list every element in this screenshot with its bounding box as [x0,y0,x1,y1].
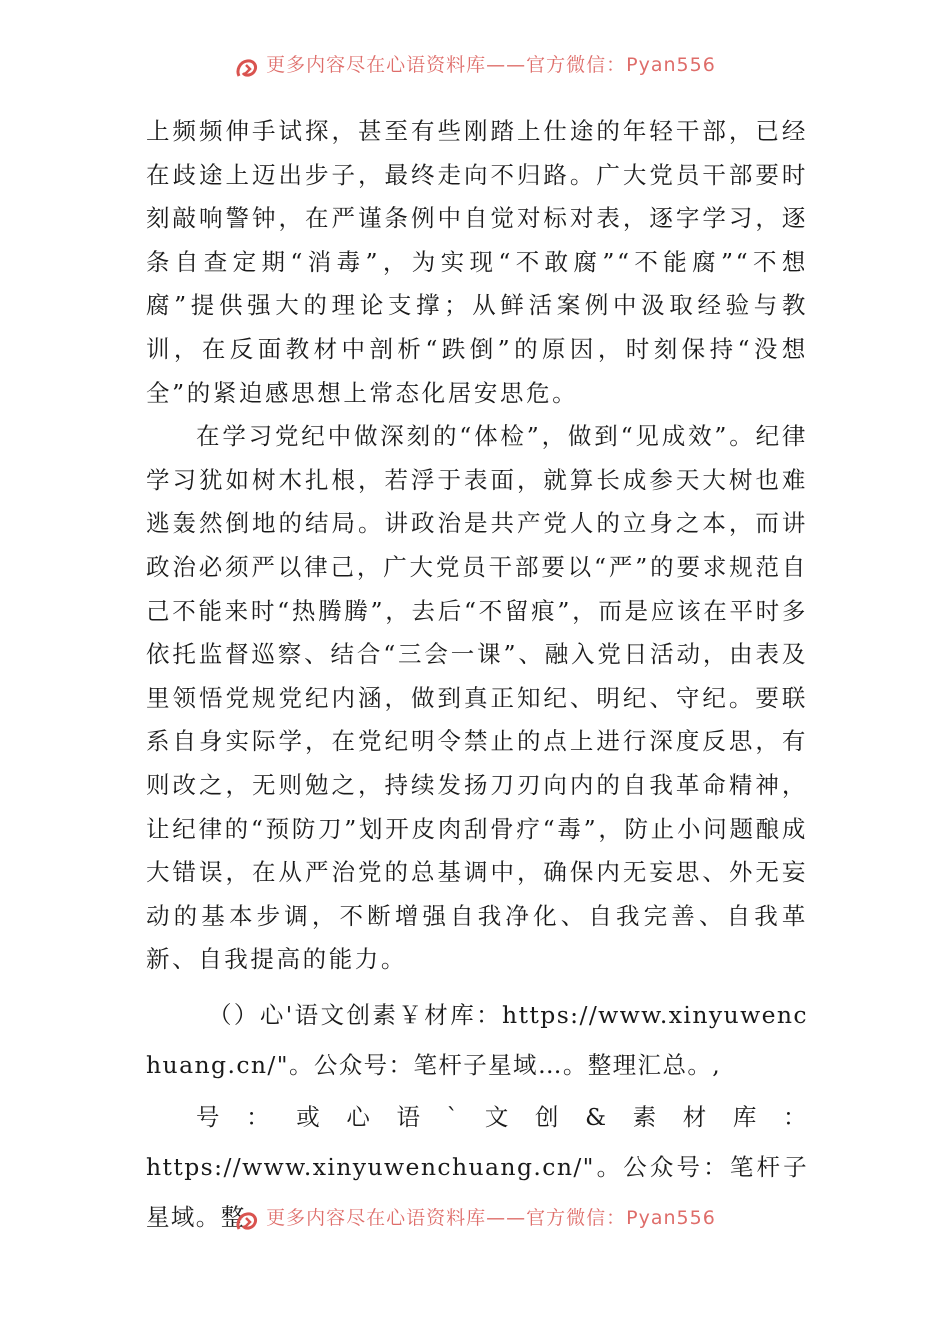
spaced-char: & [585,1102,608,1131]
paragraph-1: 上频频伸手试探，甚至有些刚踏上仕途的年轻干部，已经在歧途上迈出步子，最终走向不归路。广大党员干部要时刻敲响警钟，在严谨条例中自觉对标对表，逐字学习，逐条自查定期“消毒”，为实现“不敢腐”“不能腐”“不想腐”提供强大的理论支撑；从鲜活案例中汲取经验与教训，在反面教材中剖析“跌倒”的原因，时刻保持“没想全”的紧迫感思想上常态化居安思危。 [146,117,808,407]
footer-banner-text: 更多内容尽在心语资料库——官方微信：Pyan556 [266,1206,716,1229]
spaced-char: ` [446,1102,460,1131]
spaced-char: 素 [632,1102,658,1131]
spaced-char: ： [246,1102,272,1131]
spaced-char: 语 [396,1102,422,1131]
spaced-char: 或 [296,1102,322,1131]
spaced-char: 库 [732,1102,758,1131]
document-body [146,110,808,1242]
spaced-char: 材 [682,1102,708,1131]
brand-logo-icon [234,1209,260,1235]
paragraph-2: 在学习党纪中做深刻的“体检”，做到“见成效”。纪律学习犹如树木扎根，若浮于表面，就算长成参天大树也难逃轰然倒地的结局。讲政治是共产党人的立身之本，而讲政治必须严以律己，广大党员干部要以“严”的要求规范自己不能来时“热腾腾”，去后“不留痕”，而是应该在平时多依托监督巡察、结合“三会一课”、融入党日活动，由表及里领悟党规党纪内涵，做到真正知纪、明纪、守纪。要联系自身实际学，在党纪明令禁止的点上进行深度反思，有则改之，无则勉之，持续发扬刀刃向内的自我革命精神，让纪律的“预防刀”划开皮肉刮骨疗“毒”，防止小问题酿成大错误，在从严治党的总基调中，确保内无妄思、外无妄动的基本步调，不断增强自我净化、自我完善、自我革新、自我提高的能力。 [146,422,808,974]
spaced-char: ： [782,1102,808,1131]
source-line-1: （）心'语文创素￥材库：https://www.xinyuwenchuang.cn/"。公众号：笔杆子星域…。整理汇总。, [146,1000,808,1079]
header-banner [0,52,950,86]
header-banner-text: 更多内容尽在心语资料库——官方微信：Pyan556 [266,53,716,76]
source-line-2-rest: https://www.xinyuwenchuang.cn/"。公众号：笔杆子星域。整 [146,1152,808,1231]
spaced-char: 心 [346,1102,372,1131]
spaced-char: 号 [196,1102,221,1131]
spaced-char: 创 [535,1102,560,1131]
brand-logo-icon [234,56,260,82]
source-line-2-spaced [146,1092,808,1142]
spaced-char: 文 [484,1102,510,1131]
footer-banner [0,1205,950,1239]
